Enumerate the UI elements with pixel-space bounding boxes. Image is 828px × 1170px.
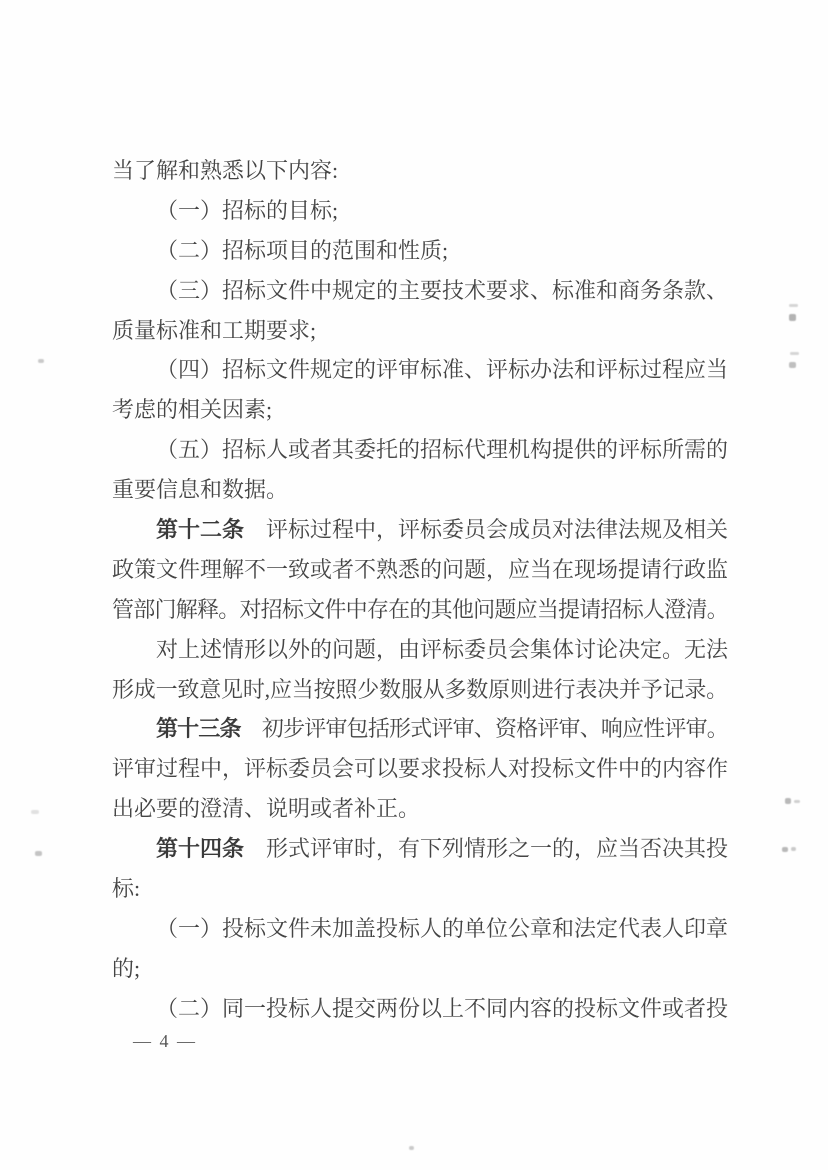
text-line — [112, 670, 728, 710]
text-segment: 形成一致意见时,应当按照少数服从多数原则进行表决并予记录。 — [112, 676, 728, 702]
text-segment: 质量标准和工期要求; — [112, 317, 317, 343]
text-line — [112, 151, 728, 191]
text-line — [112, 510, 728, 550]
text-line — [112, 191, 728, 231]
text-segment: 对上述情形以外的问题，由评标委员会集体讨论决定。无法 — [156, 636, 728, 662]
text-line — [112, 590, 728, 630]
text-line — [112, 989, 728, 1029]
text-segment: 考虑的相关因素; — [112, 397, 273, 423]
text-line — [112, 869, 728, 909]
text-segment: （四）招标文件规定的评审标准、评标办法和评标过程应当 — [156, 357, 728, 383]
scan-artifact — [789, 314, 796, 321]
text-segment: （三）招标文件中规定的主要技术要求、标准和商务条款、 — [156, 277, 728, 303]
text-line — [112, 390, 728, 430]
text-segment: 出必要的澄清、说明或者补正。 — [112, 796, 421, 822]
text-line — [112, 470, 728, 510]
text-line — [112, 350, 728, 390]
text-line — [112, 271, 728, 311]
text-segment: （一）投标文件未加盖投标人的单位公章和法定代表人印章 — [156, 915, 728, 941]
text-segment: （五）招标人或者其委托的招标代理机构提供的评标所需的 — [156, 437, 728, 463]
scan-artifact — [35, 851, 42, 856]
text-line — [112, 430, 728, 470]
text-segment: （二）同一投标人提交两份以上不同内容的投标文件或者投 — [156, 995, 728, 1021]
text-segment: 重要信息和数据。 — [112, 477, 289, 503]
text-segment: 管部门解释。对招标文件中存在的其他问题应当提请招标人澄清。 — [112, 596, 728, 622]
scan-artifact — [785, 798, 791, 804]
scan-artifact — [789, 304, 798, 307]
scan-artifact — [791, 847, 796, 851]
text-line — [112, 630, 728, 670]
scan-artifact — [409, 1146, 414, 1150]
text-segment: 当了解和熟悉以下内容: — [112, 158, 339, 183]
article-number: 第十二条 — [156, 517, 244, 543]
text-line — [112, 829, 728, 869]
text-line — [112, 311, 728, 351]
text-line — [112, 909, 728, 949]
scan-artifact — [31, 810, 39, 814]
text-line — [112, 550, 728, 590]
text-line — [112, 949, 728, 989]
text-segment: 初步评审包括形式评审、资格评审、响应性评审。 — [240, 716, 728, 742]
scan-artifact — [789, 362, 796, 368]
article-number: 第十四条 — [156, 836, 244, 862]
scan-artifact — [782, 847, 788, 852]
text-line — [112, 231, 728, 271]
text-segment: （一）招标的目标; — [156, 197, 339, 223]
text-segment: 的; — [112, 955, 141, 981]
text-line — [112, 749, 728, 789]
text-segment: 评审过程中，评标委员会可以要求投标人对投标文件中的内容作 — [112, 756, 728, 782]
page-number: — 4 — — [133, 1031, 197, 1051]
text-segment: 政策文件理解不一致或者不熟悉的问题，应当在现场提请行政监 — [112, 556, 728, 582]
document-body — [112, 151, 728, 1029]
article-number: 第十三条 — [156, 716, 241, 742]
scan-artifact — [38, 359, 44, 363]
scan-artifact — [794, 800, 800, 803]
text-segment: 形式评审时，有下列情形之一的，应当否决其投 — [244, 836, 728, 862]
text-segment: （二）招标项目的范围和性质; — [156, 237, 449, 263]
scan-artifact — [790, 352, 799, 355]
text-line — [112, 709, 728, 749]
text-line — [112, 789, 728, 829]
text-segment: 评标过程中，评标委员会成员对法律法规及相关 — [244, 517, 728, 543]
text-segment: 标: — [112, 876, 141, 902]
